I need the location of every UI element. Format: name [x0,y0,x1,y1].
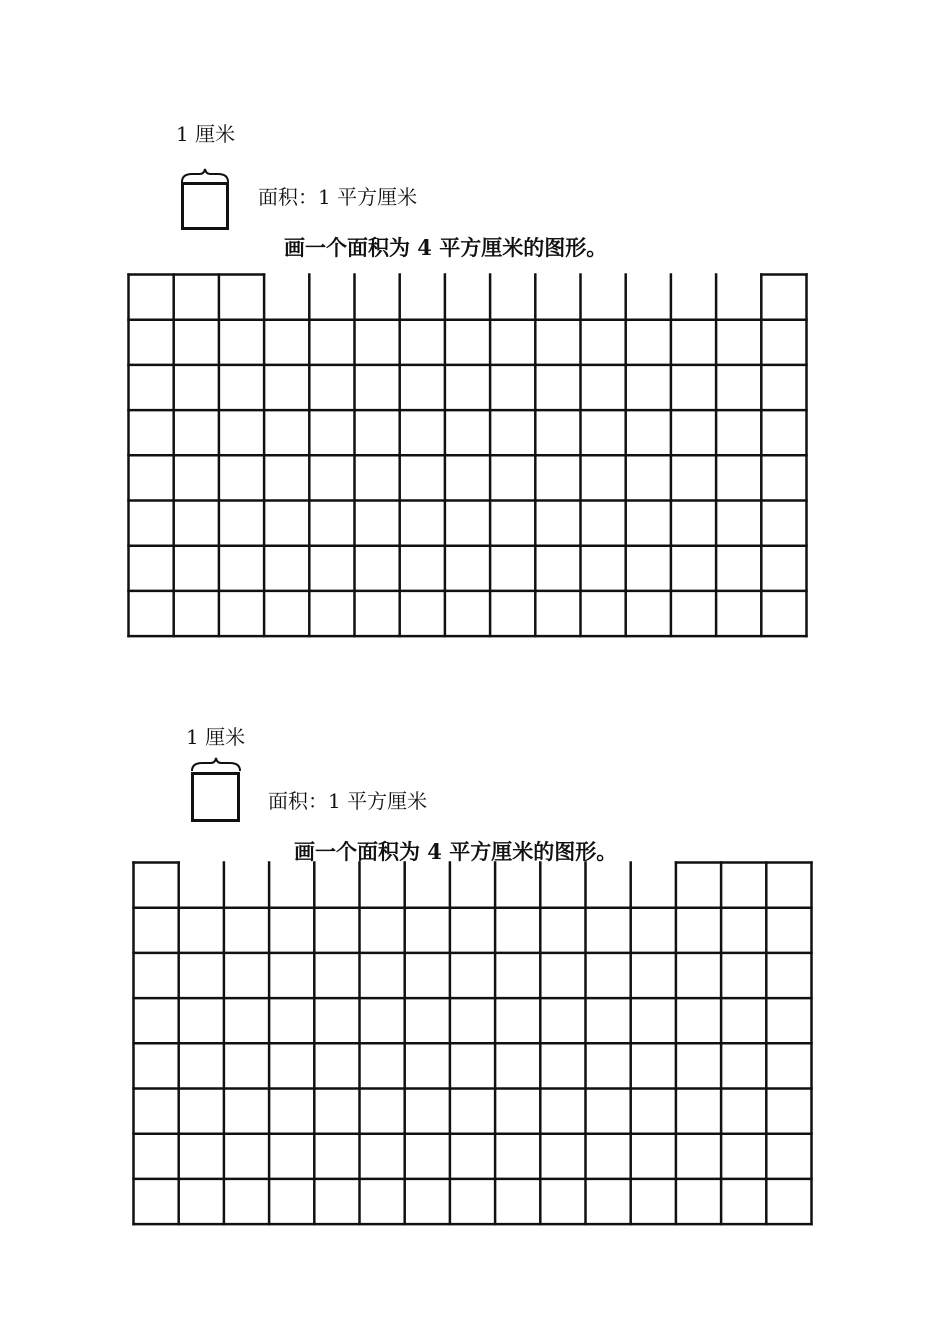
unit-square [181,182,229,230]
unit-area-label: 面积：1 平方厘米 [268,789,428,813]
unit-length-label: 1 厘米 [176,122,236,146]
square-grid[interactable] [127,273,809,639]
unit-length-label: 1 厘米 [186,725,246,749]
unit-area-label: 面积：1 平方厘米 [258,185,418,209]
square-grid[interactable] [132,861,814,1227]
drawing-instruction: 画一个面积为 4 平方厘米的图形。 [294,839,618,864]
drawing-instruction: 画一个面积为 4 平方厘米的图形。 [284,235,608,260]
unit-square [191,772,240,822]
brace-icon [190,757,242,773]
